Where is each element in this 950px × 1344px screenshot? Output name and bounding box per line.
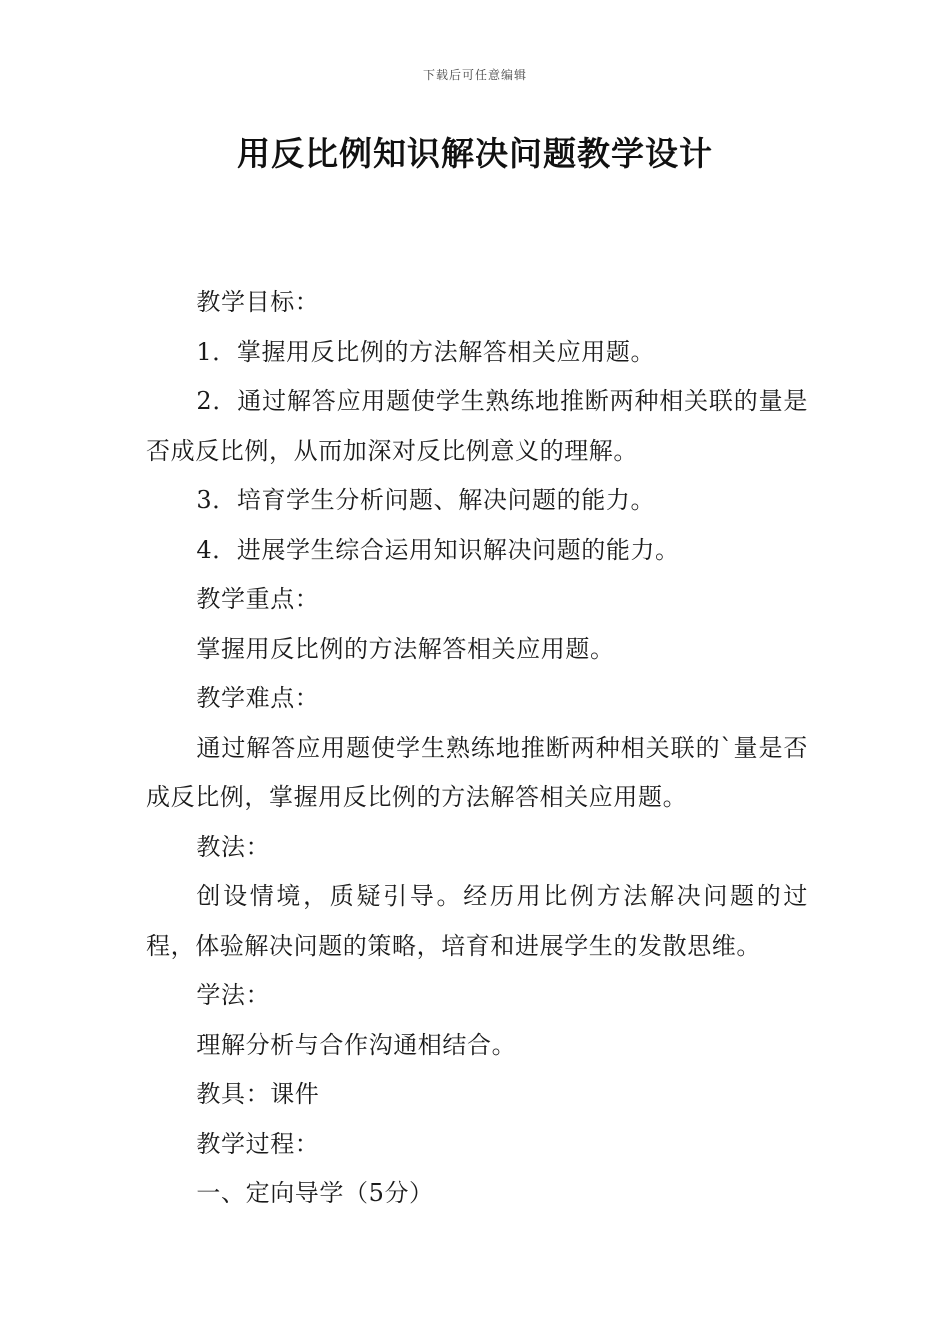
section-heading-process: 教学过程： <box>196 1129 320 1158</box>
teaching-aids-line: 教具：课件 <box>196 1080 320 1108</box>
section-heading-objectives: 教学目标： <box>196 288 320 316</box>
section-heading-teaching-method: 教法： <box>196 832 271 861</box>
key-points-text: 掌握用反比例的方法解答相关应用题。 <box>196 634 615 663</box>
header-note: 下载后可任意编辑 <box>422 68 527 82</box>
objective-item-3: 3．培育学生分析问题、解决问题的能力。 <box>196 486 656 514</box>
section-heading-key-points: 教学重点： <box>196 585 320 613</box>
document-title: 用反比例知识解决问题教学设计 <box>237 134 713 173</box>
objective-item-4: 4．进展学生综合运用知识解决问题的能力。 <box>196 535 680 564</box>
process-step-1: 一、定向导学（5分） <box>196 1179 434 1207</box>
difficulties-text: 通过解答应用题使学生熟练地推断两种相关联的`量是否成反比例，掌握用反比例的方法解答相关应用题。 <box>146 733 808 811</box>
learning-method-text: 理解分析与合作沟通相结合。 <box>196 1030 517 1059</box>
objective-item-1: 1．掌握用反比例的方法解答相关应用题。 <box>196 337 656 366</box>
teaching-method-text: 创设情境，质疑引导。经历用比例方法解决问题的过程，体验解决问题的策略，培育和进展学生的发散思维。 <box>146 882 808 960</box>
document-body <box>146 278 808 1219</box>
section-heading-difficulties: 教学难点： <box>196 684 320 712</box>
objective-item-2: 2．通过解答应用题使学生熟练地推断两种相关联的量是否成反比例，从而加深对反比例意义的理解。 <box>146 387 808 465</box>
section-heading-learning-method: 学法： <box>196 981 271 1009</box>
